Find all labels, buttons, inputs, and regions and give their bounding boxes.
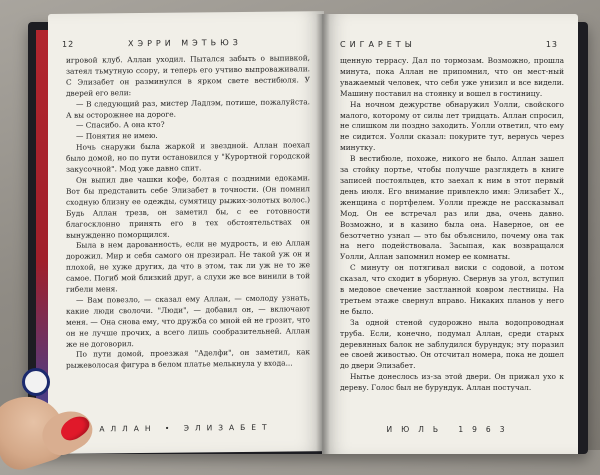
right-paragraph: щенную террасу. Дал по тормозам. Возможно, прошла минута, пока Аллан не припомнил, что он мест-ный уважаемый человек, что себя уже унизил и все видели. Машину поставил на стоянку и вошел в гостиницу.: [340, 56, 564, 98]
right-paragraph: В вестибюле, похоже, никого не было. Аллан зашел за стойку портье, чтобы получше разглядеть в книге записей постояльцев, кто заехал к ним в этот первый день июля. Его внимание привлекло имя: Элизабет Х., женщина с портфелем. Уолли прежде не рассказывал Мод. Он ее встречал раз или два, очень давно. Возможно, и в казино была она. Наверное, он ее безотчетно узнал — это бы объяснило, почему она так на него подействовала. Засыпая, как возвращался Уолли, Аллан запомнил номер ее комнаты.: [340, 154, 564, 262]
cover-badge-graphic: [22, 368, 50, 396]
right-body-text: [340, 56, 564, 394]
right-paragraph: На ночном дежурстве обнаружил Уолли, свойского малого, которому от силы лет тридцать. Аллан спросил, не слишком ли поздно заходить. Уолли ответил, что ему не сидится. Уолли сказал: покурите тут, вернусь через минутку.: [340, 99, 564, 153]
left-paragraph: Была в нем дарованность, если не мудрость, и ею Аллан дорожил. Мир и себя самого он презирал. Не такой уж он и плохой, не хуже других, да что в этом, так ли уж не то же самое. Погиб мой близкий друг, а слухи же все винили в той гибели меня.: [66, 238, 310, 294]
left-paragraph: — Спасибо. А она кто?: [76, 120, 165, 131]
left-running-head: [48, 37, 324, 49]
left-paragraph: Ночь снаружи была жаркой и звездной. Аллан поехал было домой, но по пути остановился у "Курортной городской закусочной". Мод уже давно спит.: [66, 140, 310, 174]
left-paragraph: — Понятия не имею.: [76, 131, 158, 142]
left-body-text: [66, 53, 310, 372]
right-paragraph: Нытье донеслось из-за этой двери. Он прижал ухо к дереву. Голос был не бурундук. Аллан постучал.: [340, 372, 564, 393]
right-paragraph: С минуту он потягивал виски с содовой, а потом сказал, что сходит в уборную. Свернув за угол, вступил в медовое свечение застланной ковром лестницы. На третьем этаже свернул вправо. Никаких планов у него не было.: [340, 263, 564, 316]
right-page-number: 13: [545, 40, 558, 49]
book-gutter-shadow: [316, 14, 330, 454]
left-paragraph: По пути домой, проезжая "Аделфи", он заметил, как рыжеволосая фигура в белом платье мелькнула у входа...: [66, 347, 310, 371]
right-running-head-title: СИГАРЕТЫ: [340, 40, 416, 49]
left-page: [48, 11, 324, 454]
left-paragraph: Он выпил две чашки кофе, болтая с поздними едоками. Вот бы представить себе Элизабет в точности. (Он помнил сходную близну ее одежды, сумятицу рыжих-золотых волос.) Будь Аллан трезв, он заметил бы, с ее готовности благосклонно принять его в тех обстоятельствах он вынужденно поморщился.: [66, 173, 310, 240]
left-paragraph: игровой клуб. Аллан уходил. Пытался забыть о выпивкой, затеял тьмутную ссору, и теперь его учтиво выпроваживали. С Элизабет он разминулся в ярком свете вестибюля. У дверей его вели:: [66, 53, 310, 98]
right-paragraph: За одной стеной судорожно ныла водопроводная труба. Если, конечно, подумал Аллан, среди старых деревянных балок не заблудился бурундук; эту поразил ее своей живостью. Он отсчитал номера, пока не дошел до двери Элизабет.: [340, 317, 564, 371]
right-page: [322, 14, 578, 454]
left-page-footer: АЛЛАН • ЭЛИЗАБЕТ: [99, 422, 273, 434]
left-paragraph: — В следующий раз, мистер Ладлэм, потише, пожалуйста. А вы осторожнее на дороге.: [66, 96, 310, 120]
left-running-head-title: ХЭРРИ МЭТЬЮЗ: [128, 37, 242, 49]
right-page-footer: ИЮЛЬ 1963: [386, 425, 514, 434]
left-page-number: 12: [62, 39, 75, 49]
left-paragraph: — Вам повезло, — сказал ему Аллан, — смолоду узнать, какие люди сволочи. "Люди", — добавил он, — включают меня. — Она снова ему, что дружба со мной ей не грозит, что он не лучше прочих, а всего лишь сообразительней. Аллан же не договорил.: [66, 293, 310, 349]
